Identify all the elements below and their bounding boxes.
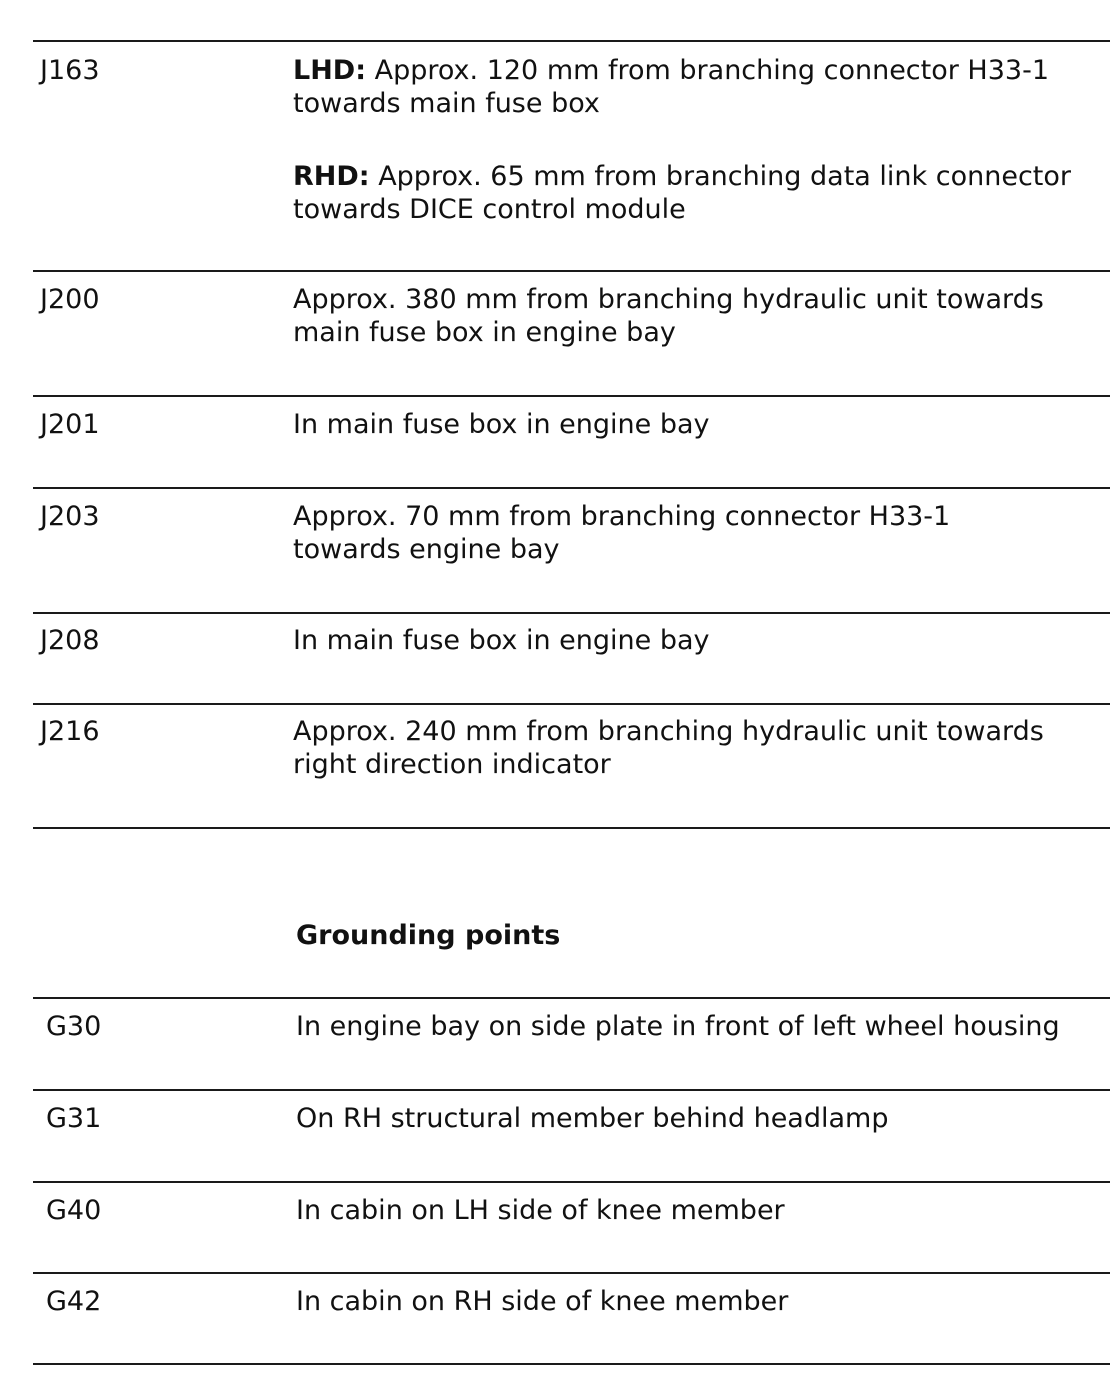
ground-location: In cabin on LH side of knee member [296,1195,785,1226]
connector-location: In main fuse box in engine bay [293,625,710,656]
connector-code: J201 [40,409,100,440]
table-rule [33,1363,1110,1365]
ground-code: G31 [46,1103,102,1134]
connector-code: J203 [40,501,100,532]
table-rule [33,612,1110,614]
ground-code: G40 [46,1195,102,1226]
table-rule [33,1181,1110,1183]
connector-code: J208 [40,625,100,656]
lhd-text: Approx. 120 mm from branching connector H33-1 towards main fuse box [293,55,1050,119]
table-rule [33,1272,1110,1274]
rhd-location [293,160,1093,226]
ground-code: G42 [46,1286,102,1317]
table-rule [33,827,1110,829]
ground-location: In cabin on RH side of knee member [296,1286,789,1317]
connector-location [293,54,1093,226]
connector-location: Approx. 380 mm from branching hydraulic unit towards main fuse box in engine bay [293,284,1044,348]
connector-code: J163 [40,55,100,86]
rhd-text: Approx. 65 mm from branching data link connector towards DICE control module [293,161,1072,225]
connector-location: In main fuse box in engine bay [293,409,710,440]
lhd-label: LHD: [293,55,367,86]
connector-location: Approx. 240 mm from branching hydraulic unit towards right direction indicator [293,716,1044,780]
table-rule [33,270,1110,272]
ground-location: In engine bay on side plate in front of left wheel housing [296,1011,1060,1042]
table-rule [33,395,1110,397]
table-rule [33,1089,1110,1091]
ground-code: G30 [46,1011,102,1042]
table-rule [33,40,1110,42]
ground-location: On RH structural member behind headlamp [296,1103,889,1134]
connector-location: Approx. 70 mm from branching connector H33-1 towards engine bay [293,501,951,565]
rhd-label: RHD: [293,161,370,192]
grounding-points-heading: Grounding points [296,920,561,951]
table-rule [33,487,1110,489]
table-rule [33,997,1110,999]
lhd-location [293,54,1093,120]
connector-code: J200 [40,284,100,315]
connector-code: J216 [40,716,100,747]
table-rule [33,703,1110,705]
